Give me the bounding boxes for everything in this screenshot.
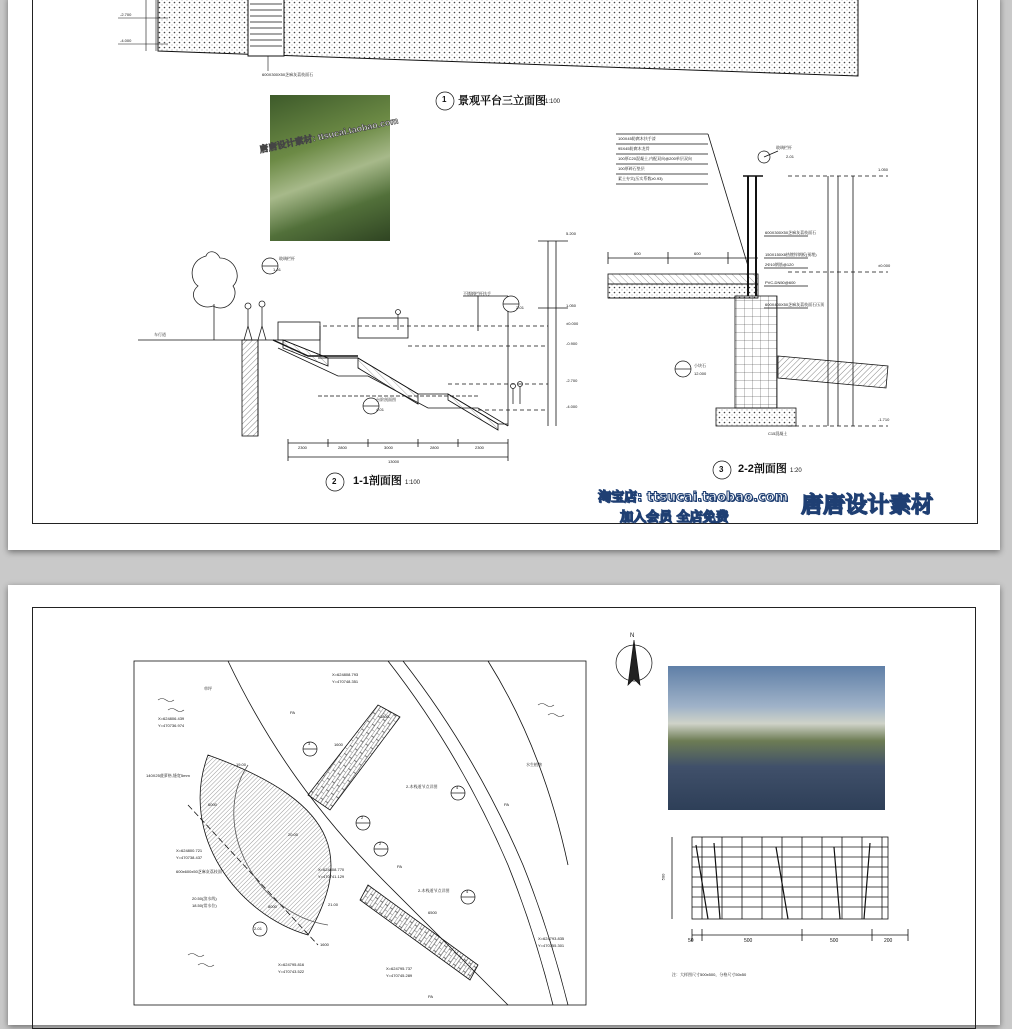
note-22: 100X45防腐木扶手漆 [618, 136, 656, 141]
plan-dimension: 6000 [208, 802, 217, 807]
deck-note: 140X25菠萝格,缝宽5mm [146, 773, 190, 778]
coord-x: X=624806.439 [158, 716, 185, 721]
coord-y: Y=470738.437 [176, 855, 203, 860]
section11-scale: 1:100 [405, 480, 421, 486]
water-label: 水生植物 [526, 762, 542, 767]
coord-y: Y=470745.289 [386, 973, 413, 978]
coord-y: Y=470755.301 [538, 943, 565, 948]
note-22: 100厚C20混凝土,内配双向@200单层双向 [618, 156, 692, 161]
glass-rail-callout: 1-01 [273, 267, 282, 272]
zone-label: PA [504, 802, 510, 807]
landscape-photo [270, 95, 390, 241]
north-arrow-label: N [630, 633, 635, 639]
dimension: 2300 [475, 445, 484, 450]
coord-x: X=624808.770 [318, 867, 345, 872]
bottom-note: C15混凝土 [768, 431, 788, 436]
photo-watermark: 唐唐设计素材: ttsucai.taobao.com [258, 115, 400, 155]
plan-dimension: 8000 [268, 904, 277, 909]
note-22: 素土夯实(压实系数≥0.93) [618, 176, 663, 181]
elevation-number: 1 [442, 95, 447, 104]
detail-label: 2-木栈道节点详图 [418, 888, 450, 893]
plan-dimension: 6500 [428, 910, 437, 915]
rail-22-label: 玻璃栏杆 [776, 145, 792, 150]
level-tag: ±0.000 [566, 321, 579, 326]
section22-scale: 1:20 [790, 468, 802, 474]
note-22-right: 600X300X50芝麻灰荔枝面石 [765, 230, 817, 235]
plan-level: 21.00 [328, 902, 339, 907]
callout-number: 3 [308, 741, 311, 746]
stair-callout: 4-01 [376, 407, 385, 412]
dimension-total: 13000 [388, 459, 400, 464]
coord-x: X=624808.793 [332, 672, 359, 677]
dimension: 2300 [298, 445, 307, 450]
shop-member-watermark: 加入会员 全店免费 [620, 510, 729, 525]
elevation-drawing [8, 0, 1000, 550]
dimension: 3000 [384, 445, 393, 450]
coord-x: X=624793.835 [538, 936, 565, 941]
coord-y: Y=470741.129 [318, 874, 345, 879]
coord-x: X=624795.737 [386, 966, 413, 971]
brand-watermark: 唐唐设计素材 [801, 493, 934, 518]
coord-y: Y=470736.974 [158, 723, 185, 728]
plan-dimension: 1600 [320, 942, 329, 947]
rail-dimension: 50 [688, 938, 694, 944]
elevation-scale: 1:100 [545, 99, 561, 105]
railing-callout: 2-01 [516, 305, 525, 310]
level-tag: -1.710 [878, 417, 890, 422]
level-tag: ±0.000 [878, 263, 891, 268]
shop-url-watermark: 淘宝店: ttsucai.taobao.com [598, 490, 789, 505]
railing-note: 不锈钢栏杆扶手 [463, 291, 491, 296]
callout-page: 2-01 [254, 926, 263, 931]
paving-note: 600x600x50芝麻灰荔枝面 [176, 869, 222, 874]
rail-dimension: 500 [660, 873, 666, 881]
coord-x: X=624795.816 [278, 962, 305, 967]
detail-label: 2-木栈道节点详图 [406, 784, 438, 789]
plan-dimension: 1800 [380, 714, 389, 719]
callout-number: 2 [361, 815, 364, 820]
road-label: 车行道 [154, 332, 166, 337]
level-tag: -2.700 [566, 378, 578, 383]
note-22-right: 600X400X50芝麻灰荔枝面石压顶 [765, 302, 825, 307]
rail-dimension: 200 [884, 938, 893, 944]
rail-dimension: 500 [830, 938, 839, 944]
section22-number: 3 [719, 465, 724, 474]
level-tag: -4.000 [120, 38, 132, 43]
zone-label: PA [428, 994, 434, 999]
section11-number: 2 [332, 477, 337, 486]
section22-title: 2-2剖面图 [738, 463, 787, 475]
level-tag: 5.200 [566, 231, 577, 236]
note-22-right: 2Φ10钢筋@120 [765, 262, 794, 267]
drawing-sheet-2 [8, 585, 1000, 1025]
zone-label: PA [290, 710, 296, 715]
dimension: 2800 [430, 445, 439, 450]
rock-label: 小块石 [694, 363, 706, 368]
level-tag: 1.050 [878, 167, 889, 172]
dimension: 600 [694, 251, 701, 256]
plan-dimension: 1600 [334, 742, 343, 747]
callout-number: 2 [379, 841, 382, 846]
drawing-sheet-1 [8, 0, 1000, 550]
note-22: 95X45防腐木龙骨 [618, 146, 650, 151]
zone-label: PA [397, 864, 403, 869]
section11-title: 1-1剖面图 [353, 475, 402, 487]
level-tag: -2.700 [120, 12, 132, 17]
glass-rail-label: 玻璃栏杆 [279, 256, 295, 261]
callout-number: 4 [466, 889, 469, 894]
dimension: 2800 [338, 445, 347, 450]
rock-level: 12.000 [694, 371, 707, 376]
rail-dimension: 500 [744, 938, 753, 944]
water-level: 18.50(常水位) [192, 903, 217, 908]
elevation-title: 景观平台三立面图 [458, 95, 546, 107]
rail-note: 注：大样图尺寸500x500，分格尺寸50x50 [672, 972, 747, 977]
note-22-right: PVC-DN50@600 [765, 280, 796, 285]
rail-22-callout: 2-01 [786, 154, 795, 159]
paving-note: 600X300X50芝麻灰荔枝面石 [262, 72, 314, 77]
coord-x: X=624800.721 [176, 848, 203, 853]
coord-y: Y=470743.522 [278, 969, 305, 974]
coord-y: Y=470748.351 [332, 679, 359, 684]
callout-number: 4 [456, 785, 459, 790]
plan-level: 19.00 [236, 762, 247, 767]
level-tag: -0.900 [566, 341, 578, 346]
level-tag: 1.050 [566, 303, 577, 308]
lakeside-photo [668, 666, 885, 810]
note-22: 100厚碎石垫层 [618, 166, 645, 171]
dimension: 600 [634, 251, 641, 256]
grass-label: 草坪 [204, 686, 212, 691]
plan-level: 20.00 [288, 832, 299, 837]
water-level: 20.50(滨水线) [192, 896, 217, 901]
level-tag: -4.000 [566, 404, 578, 409]
stair-label: 台阶剖面图 [376, 397, 396, 402]
note-22-right: 150X150X8热镀锌钢板(预埋) [765, 252, 817, 257]
